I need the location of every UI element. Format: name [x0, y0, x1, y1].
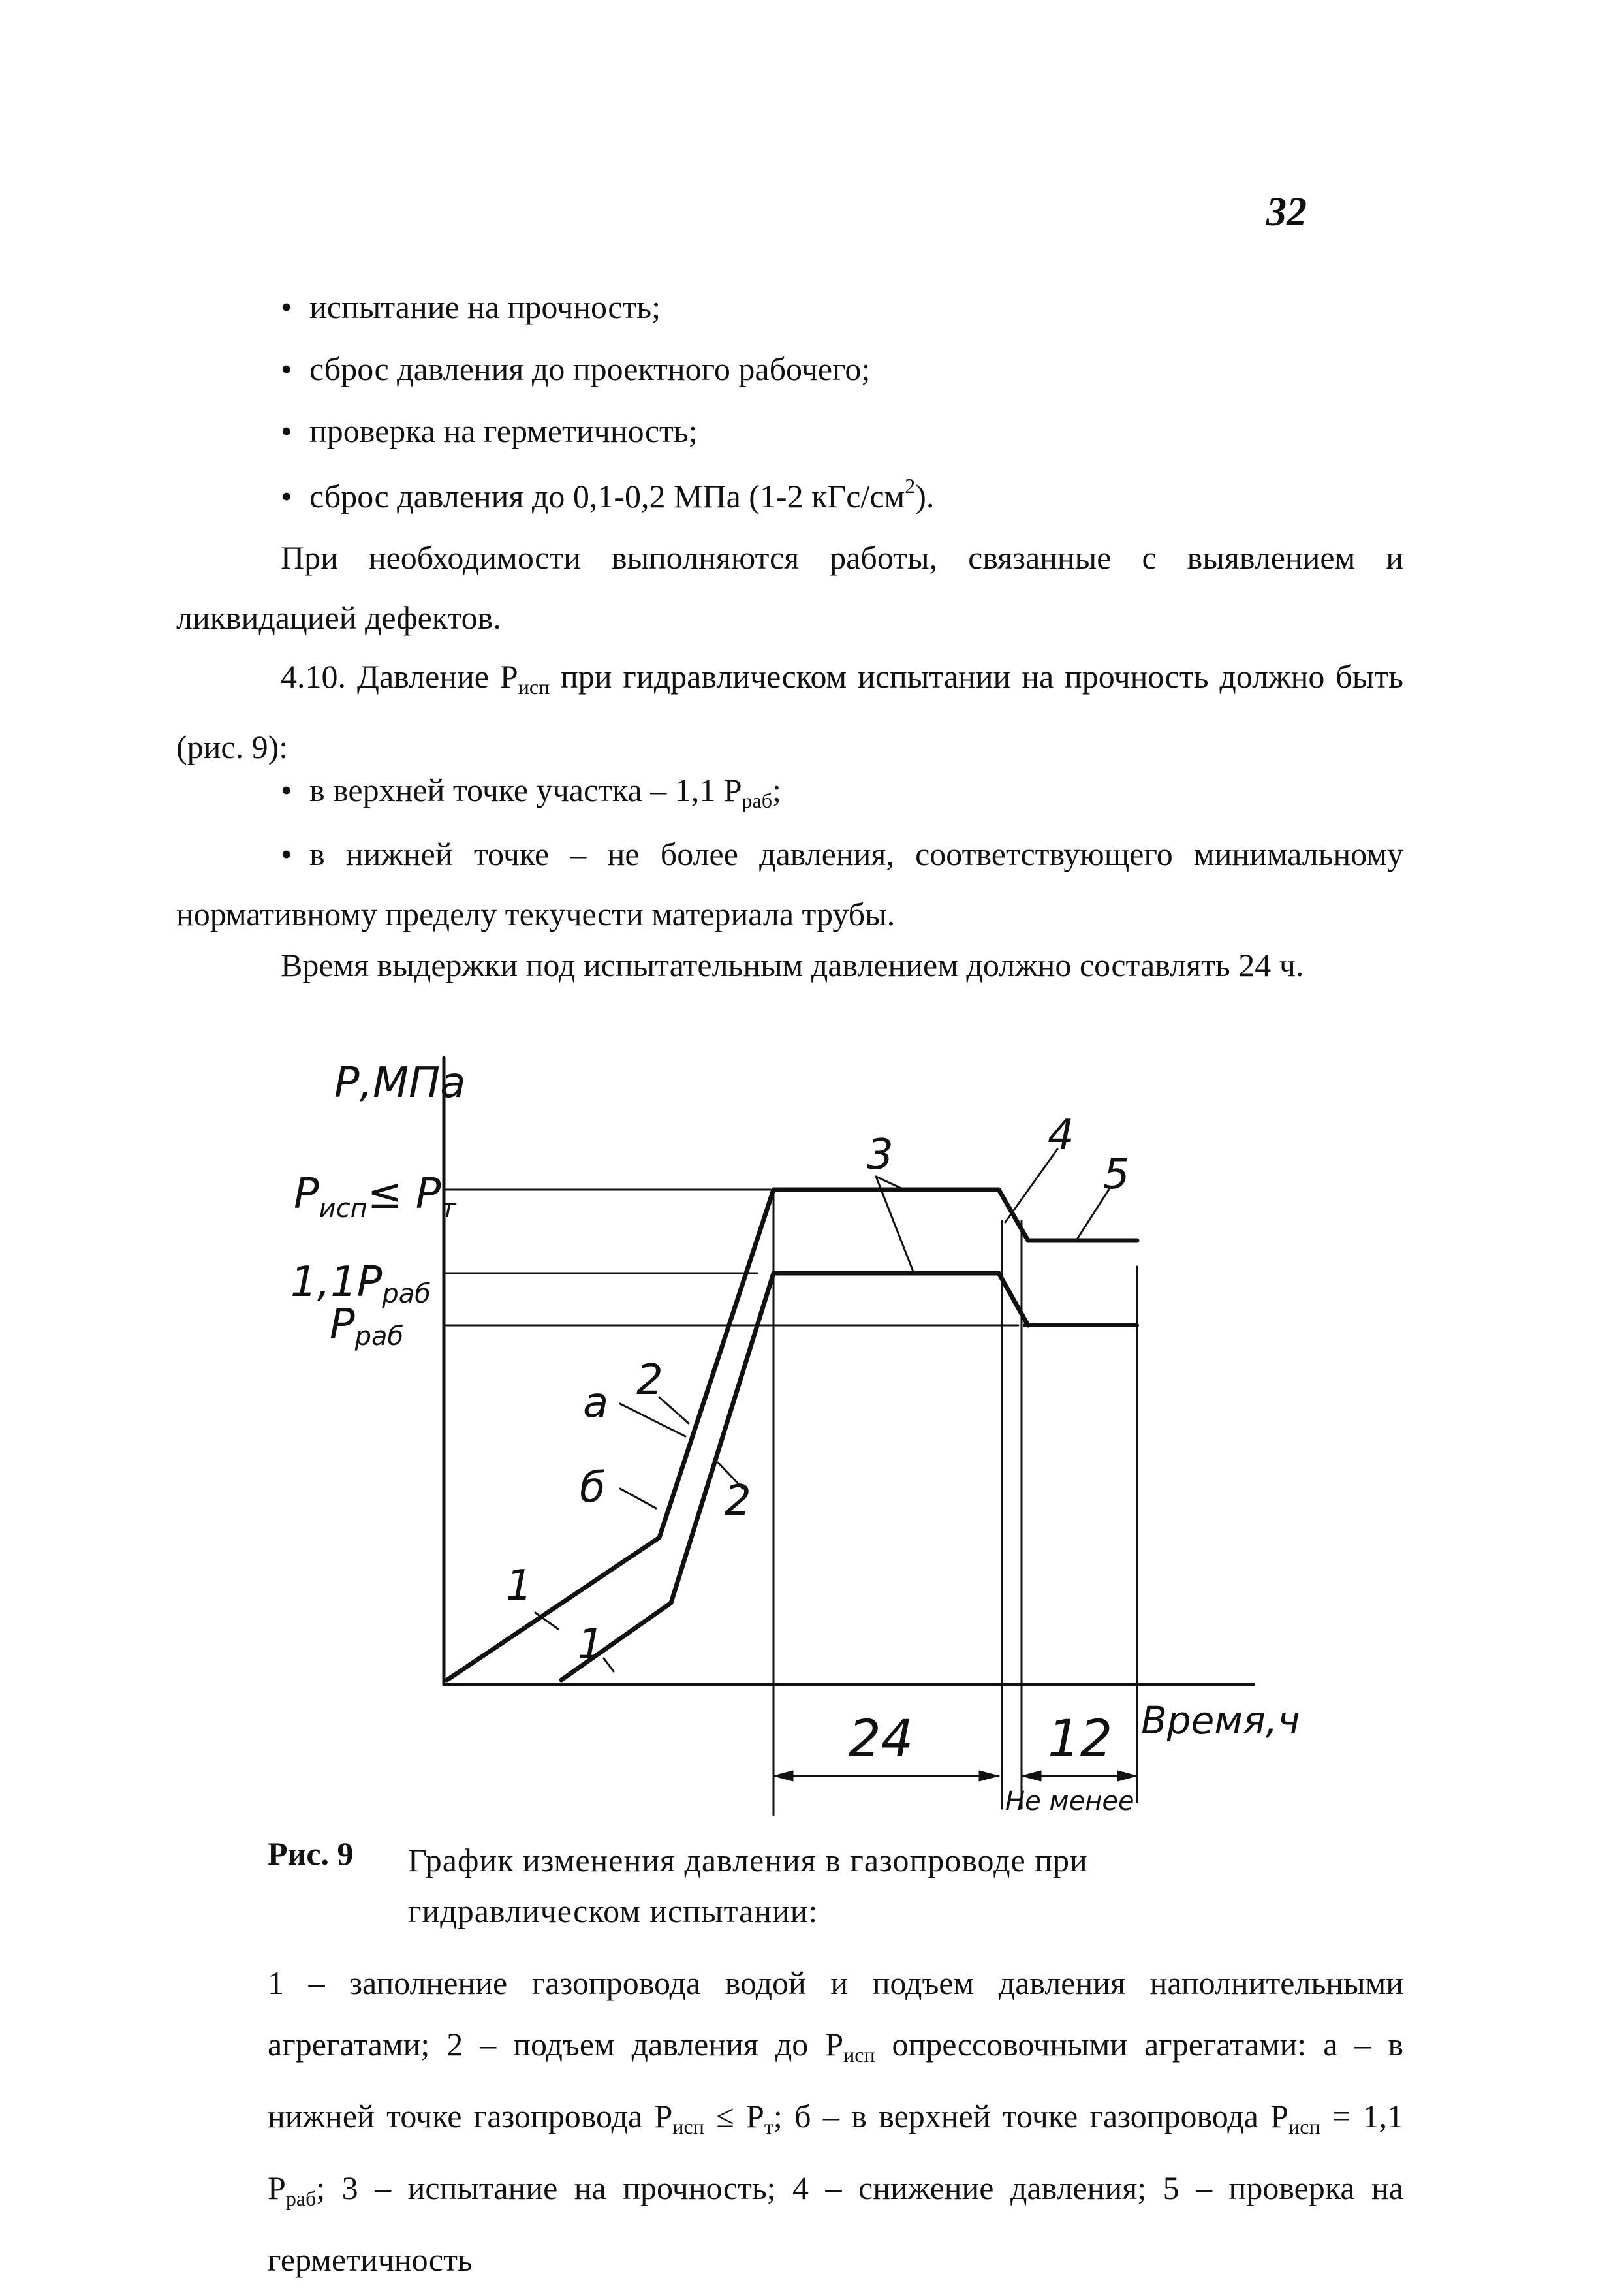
subscript: исп [1288, 2115, 1320, 2138]
bullet-glyph: • [281, 289, 292, 325]
bullet-glyph: • [281, 772, 292, 808]
text-run: 1,1Р [290, 1258, 383, 1306]
subscript: раб [285, 2187, 317, 2210]
paragraph-4-10 [176, 646, 1403, 777]
text-run: = 1,1 Р [268, 2098, 1404, 2206]
leader-1b [604, 1658, 614, 1671]
label-curve-2a: 2 [636, 1356, 663, 1404]
dim-24-arrow-left [773, 1771, 793, 1781]
bullet-item [281, 411, 698, 451]
text-run: опрессовочными агрегатами: а – в нижней точке газопровода Р [268, 2026, 1403, 2134]
leader-4 [1005, 1149, 1057, 1222]
bullet-glyph: • [281, 351, 292, 387]
curve-b [561, 1273, 1028, 1680]
dim-24-arrow-right [979, 1771, 999, 1781]
label-a: а [583, 1379, 609, 1427]
bullet-tail: ; [772, 772, 781, 808]
subscript: т [441, 1194, 456, 1224]
subscript: раб [742, 789, 773, 812]
figure-caption-label: Рис. 9 [268, 1835, 354, 1872]
curve-a [447, 1190, 1137, 1680]
label-p11 [290, 1258, 431, 1309]
text-run: ≤ Р [704, 2098, 764, 2134]
text-run: Р [294, 1170, 319, 1218]
x-axis-label: Время,ч [1141, 1698, 1300, 1743]
subscript: раб [354, 1321, 404, 1352]
bullet-item-long [176, 824, 1403, 944]
label-curve-1a: 1 [506, 1562, 533, 1610]
bullet-item [281, 474, 935, 516]
bullet-item [281, 287, 661, 326]
pressure-chart [0, 1032, 1624, 1828]
text-run: ; б – в верхней точке газопровода Р [773, 2098, 1289, 2134]
bullet-text: испытание на прочность; [309, 289, 661, 325]
bullet-text: в верхней точке участка – 1,1 Р [309, 772, 742, 808]
subscript: исп [672, 2115, 704, 2138]
bullet-text: сброс давления до 0,1-0,2 МПа (1-2 кГс/см [309, 478, 905, 514]
bullet-text: в нижней точке – не более давления, соответствующего минимальному нормативному пределу текучести материала трубы. [176, 836, 1403, 932]
subscript: исп [319, 1194, 367, 1224]
bullet-text: проверка на герметичность; [309, 413, 698, 449]
label-p-test [294, 1170, 457, 1224]
paragraph-defects: При необходимости выполняются работы, связанные с выявлением и ликвидацией дефектов. [176, 539, 1403, 636]
subscript: раб [382, 1279, 431, 1309]
paragraph-time: Время выдержки под испытательным давлением должно составлять 24 ч. [281, 947, 1304, 983]
bullet-item [281, 770, 781, 820]
text-run: ≤ Р [367, 1170, 441, 1218]
leader-b [620, 1489, 656, 1508]
dim-24-label: 24 [849, 1710, 914, 1769]
dim-12-label: 12 [1048, 1710, 1113, 1769]
bullet-tail: ). [915, 478, 935, 514]
label-curve-2b: 2 [725, 1477, 751, 1525]
label-curve-5: 5 [1103, 1150, 1130, 1199]
figure-legend [268, 1952, 1403, 2290]
page-number: 32 [1266, 190, 1307, 234]
figure-caption-text: График изменения давления в газопроводе при гидравлическом испытании: [408, 1842, 1088, 1929]
text-run: 1 – заполнение газопровода водой и подъем давления наполнительными агрегатами; 2 – подъем давления до Р [268, 1965, 1403, 2063]
text-run: при гидравлическом испытании на прочность должно быть (рис. 9): [176, 658, 1403, 765]
text-run: Р [330, 1301, 355, 1349]
label-b: б [580, 1464, 606, 1512]
leader-a [620, 1404, 685, 1436]
dim-12-arrow-right [1117, 1771, 1137, 1781]
label-curve-1b: 1 [578, 1621, 604, 1669]
bullet-glyph: • [281, 413, 292, 449]
y-axis-label: Р,МПа [334, 1059, 466, 1107]
bullet-item [281, 349, 870, 388]
dim-note-label: Не менее [1005, 1786, 1134, 1816]
subscript: исп [518, 675, 550, 699]
dim-12-arrow-left [1022, 1771, 1041, 1781]
bullet-glyph: • [281, 478, 292, 514]
bullet-glyph: • [281, 836, 292, 872]
label-curve-4: 4 [1048, 1111, 1074, 1160]
text-run: 4.10. Давление Р [281, 658, 518, 695]
text-run: ; 3 – испытание на прочность; 4 – снижение давления; 5 – проверка на герметичность [268, 2170, 1403, 2278]
superscript: 2 [905, 474, 916, 498]
bullet-text: сброс давления до проектного рабочего; [309, 351, 871, 387]
subscript: т [764, 2115, 773, 2138]
label-curve-3: 3 [867, 1131, 894, 1179]
leader-2a [659, 1397, 689, 1423]
subscript: исп [843, 2043, 875, 2066]
